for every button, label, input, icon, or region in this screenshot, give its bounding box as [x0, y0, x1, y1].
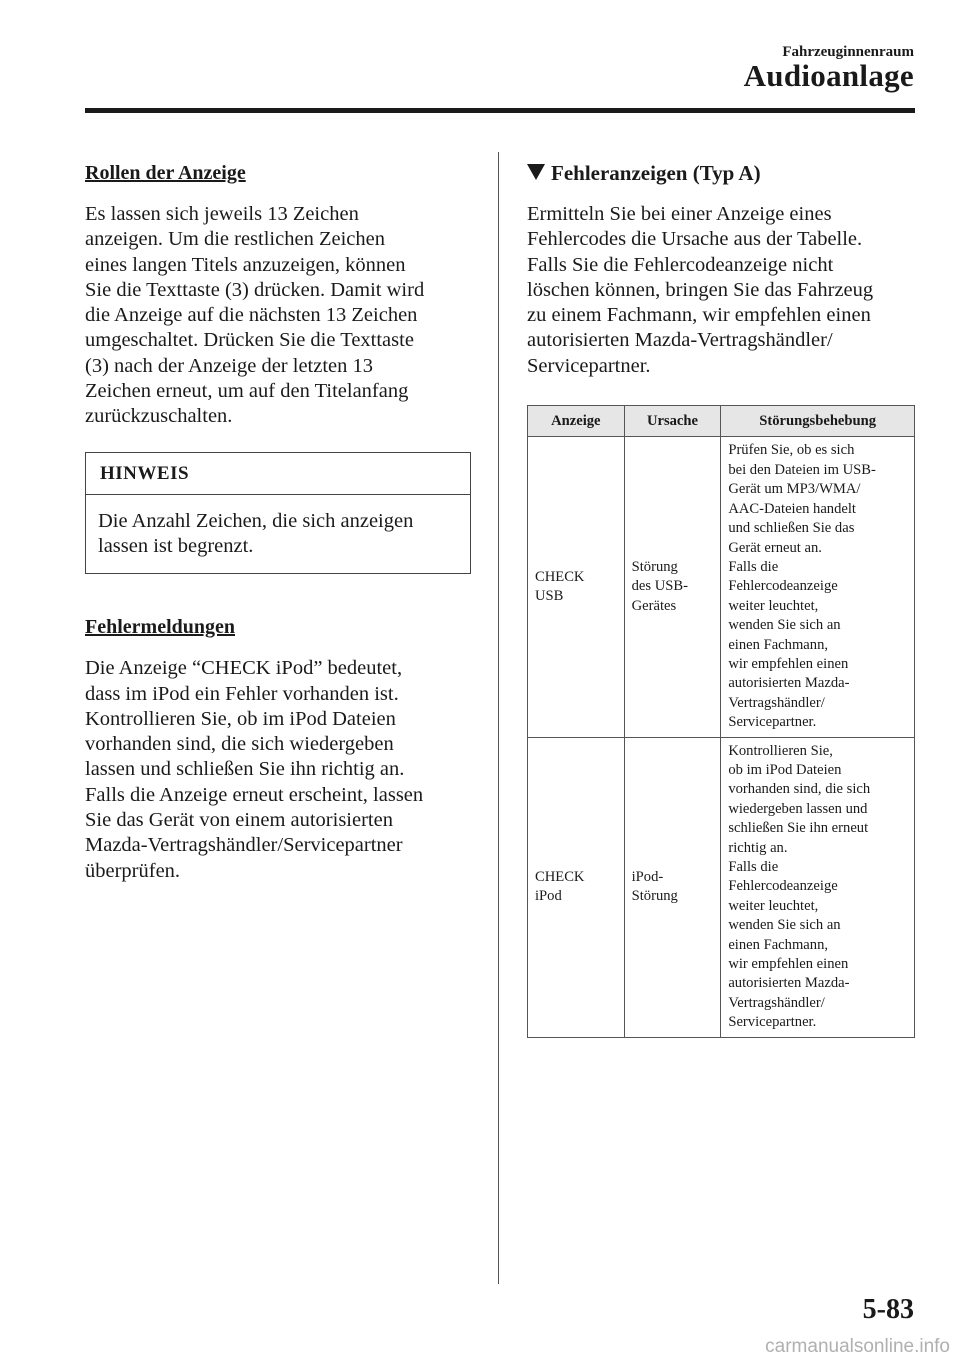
- text-line: USB: [535, 588, 564, 605]
- text-line: Störung: [631, 888, 678, 905]
- text-line: Gerät um MP3/WMA/: [728, 481, 861, 498]
- text-line: autorisierten Mazda-: [728, 975, 850, 992]
- text-line: wir empfehlen einen: [728, 956, 849, 973]
- text-line: Servicepartner.: [728, 1014, 817, 1031]
- text-line: umgeschaltet. Drücken Sie die Texttaste: [85, 329, 414, 352]
- text-line: des USB-: [631, 578, 688, 595]
- text-line: lassen ist begrenzt.: [98, 534, 254, 557]
- error-display-heading: [527, 158, 917, 188]
- text-line: wenden Sie sich an: [728, 917, 841, 934]
- text-line: CHECK: [535, 868, 585, 885]
- text-line: Gerät erneut an.: [728, 539, 822, 556]
- text-line: Mazda-Vertragshändler/Servicepartner: [85, 834, 403, 857]
- note-title: HINWEIS: [86, 453, 470, 495]
- table-cell-cause: [624, 437, 721, 737]
- text-line: iPod-: [631, 868, 664, 885]
- text-line: einen Fachmann,: [728, 936, 829, 953]
- table-header-remedy: Störungsbehebung: [721, 406, 915, 437]
- text-line: und schließen Sie das: [728, 520, 855, 537]
- text-line: Fehlercodeanzeige: [728, 878, 838, 895]
- text-line: Kontrollieren Sie, ob im iPod Dateien: [85, 707, 396, 730]
- text-line: richtig an.: [728, 839, 788, 856]
- error-messages-heading: Fehlermeldungen: [85, 616, 235, 639]
- watermark[interactable]: carmanualsonline.info: [765, 1336, 950, 1357]
- page-number: 5-83: [862, 1294, 914, 1325]
- error-display-heading-text: Fehleranzeigen (Typ A): [551, 161, 761, 185]
- text-line: AAC-Dateien handelt: [728, 500, 856, 517]
- triangle-down-icon: [527, 158, 545, 188]
- text-line: Falls Sie die Fehlercodeanzeige nicht: [527, 253, 834, 276]
- text-line: weiter leuchtet,: [728, 597, 819, 614]
- table-cell-display: [528, 737, 625, 1037]
- text-line: wenden Sie sich an: [728, 617, 841, 634]
- text-line: Die Anzeige “CHECK iPod” bedeutet,: [85, 657, 403, 680]
- text-line: zurückzuschalten.: [85, 405, 233, 428]
- text-line: Sie das Gerät von einem autorisierten: [85, 809, 393, 832]
- error-messages-paragraph: [85, 656, 475, 884]
- text-line: Störung: [631, 558, 678, 575]
- text-line: einen Fachmann,: [728, 636, 829, 653]
- text-line: Falls die: [728, 859, 779, 876]
- note-box: [85, 452, 471, 575]
- error-code-table: [527, 405, 915, 1038]
- text-line: (3) nach der Anzeige der letzten 13: [85, 354, 374, 377]
- text-line: Vertragshändler/: [728, 694, 825, 711]
- table-cell-display: [528, 437, 625, 737]
- text-line: eines langen Titels anzuzeigen, können: [85, 253, 406, 276]
- table-row: [528, 437, 915, 737]
- text-line: Es lassen sich jeweils 13 Zeichen: [85, 203, 359, 225]
- text-line: autorisierten Mazda-Vertragshändler/: [527, 329, 833, 352]
- text-line: löschen können, bringen Sie das Fahrzeug: [527, 278, 874, 301]
- text-line: vorhanden sind, die sich wiedergeben: [85, 733, 394, 756]
- text-line: Prüfen Sie, ob es sich: [728, 442, 855, 459]
- text-line: Die Anzahl Zeichen, die sich anzeigen: [98, 509, 414, 532]
- text-line: vorhanden sind, die sich: [728, 781, 871, 798]
- header-rule: [85, 108, 915, 113]
- text-line: die Anzeige auf die nächsten 13 Zeichen: [85, 304, 418, 327]
- scroll-heading: Rollen der Anzeige: [85, 162, 246, 184]
- table-header-display: Anzeige: [528, 406, 625, 437]
- text-line: Servicepartner.: [527, 354, 651, 377]
- column-divider: [498, 152, 499, 1284]
- note-text: [86, 495, 470, 574]
- table-row: [528, 737, 915, 1037]
- text-line: Falls die: [728, 558, 779, 575]
- text-line: schließen Sie ihn erneut: [728, 820, 869, 837]
- text-line: CHECK: [535, 568, 585, 585]
- text-line: autorisierten Mazda-: [728, 675, 850, 692]
- table-header-row: [528, 406, 915, 437]
- text-line: wir empfehlen einen: [728, 655, 849, 672]
- text-line: ob im iPod Dateien: [728, 761, 842, 778]
- table-cell-cause: [624, 737, 721, 1037]
- text-line: anzeigen. Um die restlichen Zeichen: [85, 228, 385, 251]
- text-line: weiter leuchtet,: [728, 897, 819, 914]
- text-line: Fehlercodeanzeige: [728, 578, 838, 595]
- scroll-paragraph: [85, 202, 475, 430]
- text-line: Ermitteln Sie bei einer Anzeige eines: [527, 203, 832, 225]
- text-line: Kontrollieren Sie,: [728, 742, 833, 759]
- text-line: Fehlercodes die Ursache aus der Tabelle.: [527, 228, 863, 251]
- text-line: Sie die Texttaste (3) drücken. Damit wird: [85, 278, 425, 301]
- text-line: bei den Dateien im USB-: [728, 461, 876, 478]
- page-title: Audioanlage: [743, 58, 914, 93]
- error-display-intro: [527, 202, 917, 379]
- text-line: Servicepartner.: [728, 714, 817, 731]
- text-line: überprüfen.: [85, 859, 181, 882]
- right-column: [527, 158, 917, 1038]
- left-column: [85, 158, 475, 884]
- table-header-cause: Ursache: [624, 406, 721, 437]
- table-cell-remedy: [721, 437, 915, 737]
- text-line: Falls die Anzeige erneut erscheint, lassen: [85, 783, 424, 806]
- table-cell-remedy: [721, 737, 915, 1037]
- text-line: Zeichen erneut, um auf den Titelanfang: [85, 380, 409, 403]
- header-section-label: Fahrzeuginnenraum: [782, 44, 914, 60]
- text-line: Gerätes: [631, 597, 677, 614]
- text-line: lassen und schließen Sie ihn richtig an.: [85, 758, 405, 781]
- text-line: Vertragshändler/: [728, 994, 825, 1011]
- text-line: wiedergeben lassen und: [728, 800, 868, 817]
- text-line: iPod: [535, 888, 562, 905]
- text-line: dass im iPod ein Fehler vorhanden ist.: [85, 682, 399, 705]
- text-line: zu einem Fachmann, wir empfehlen einen: [527, 304, 871, 327]
